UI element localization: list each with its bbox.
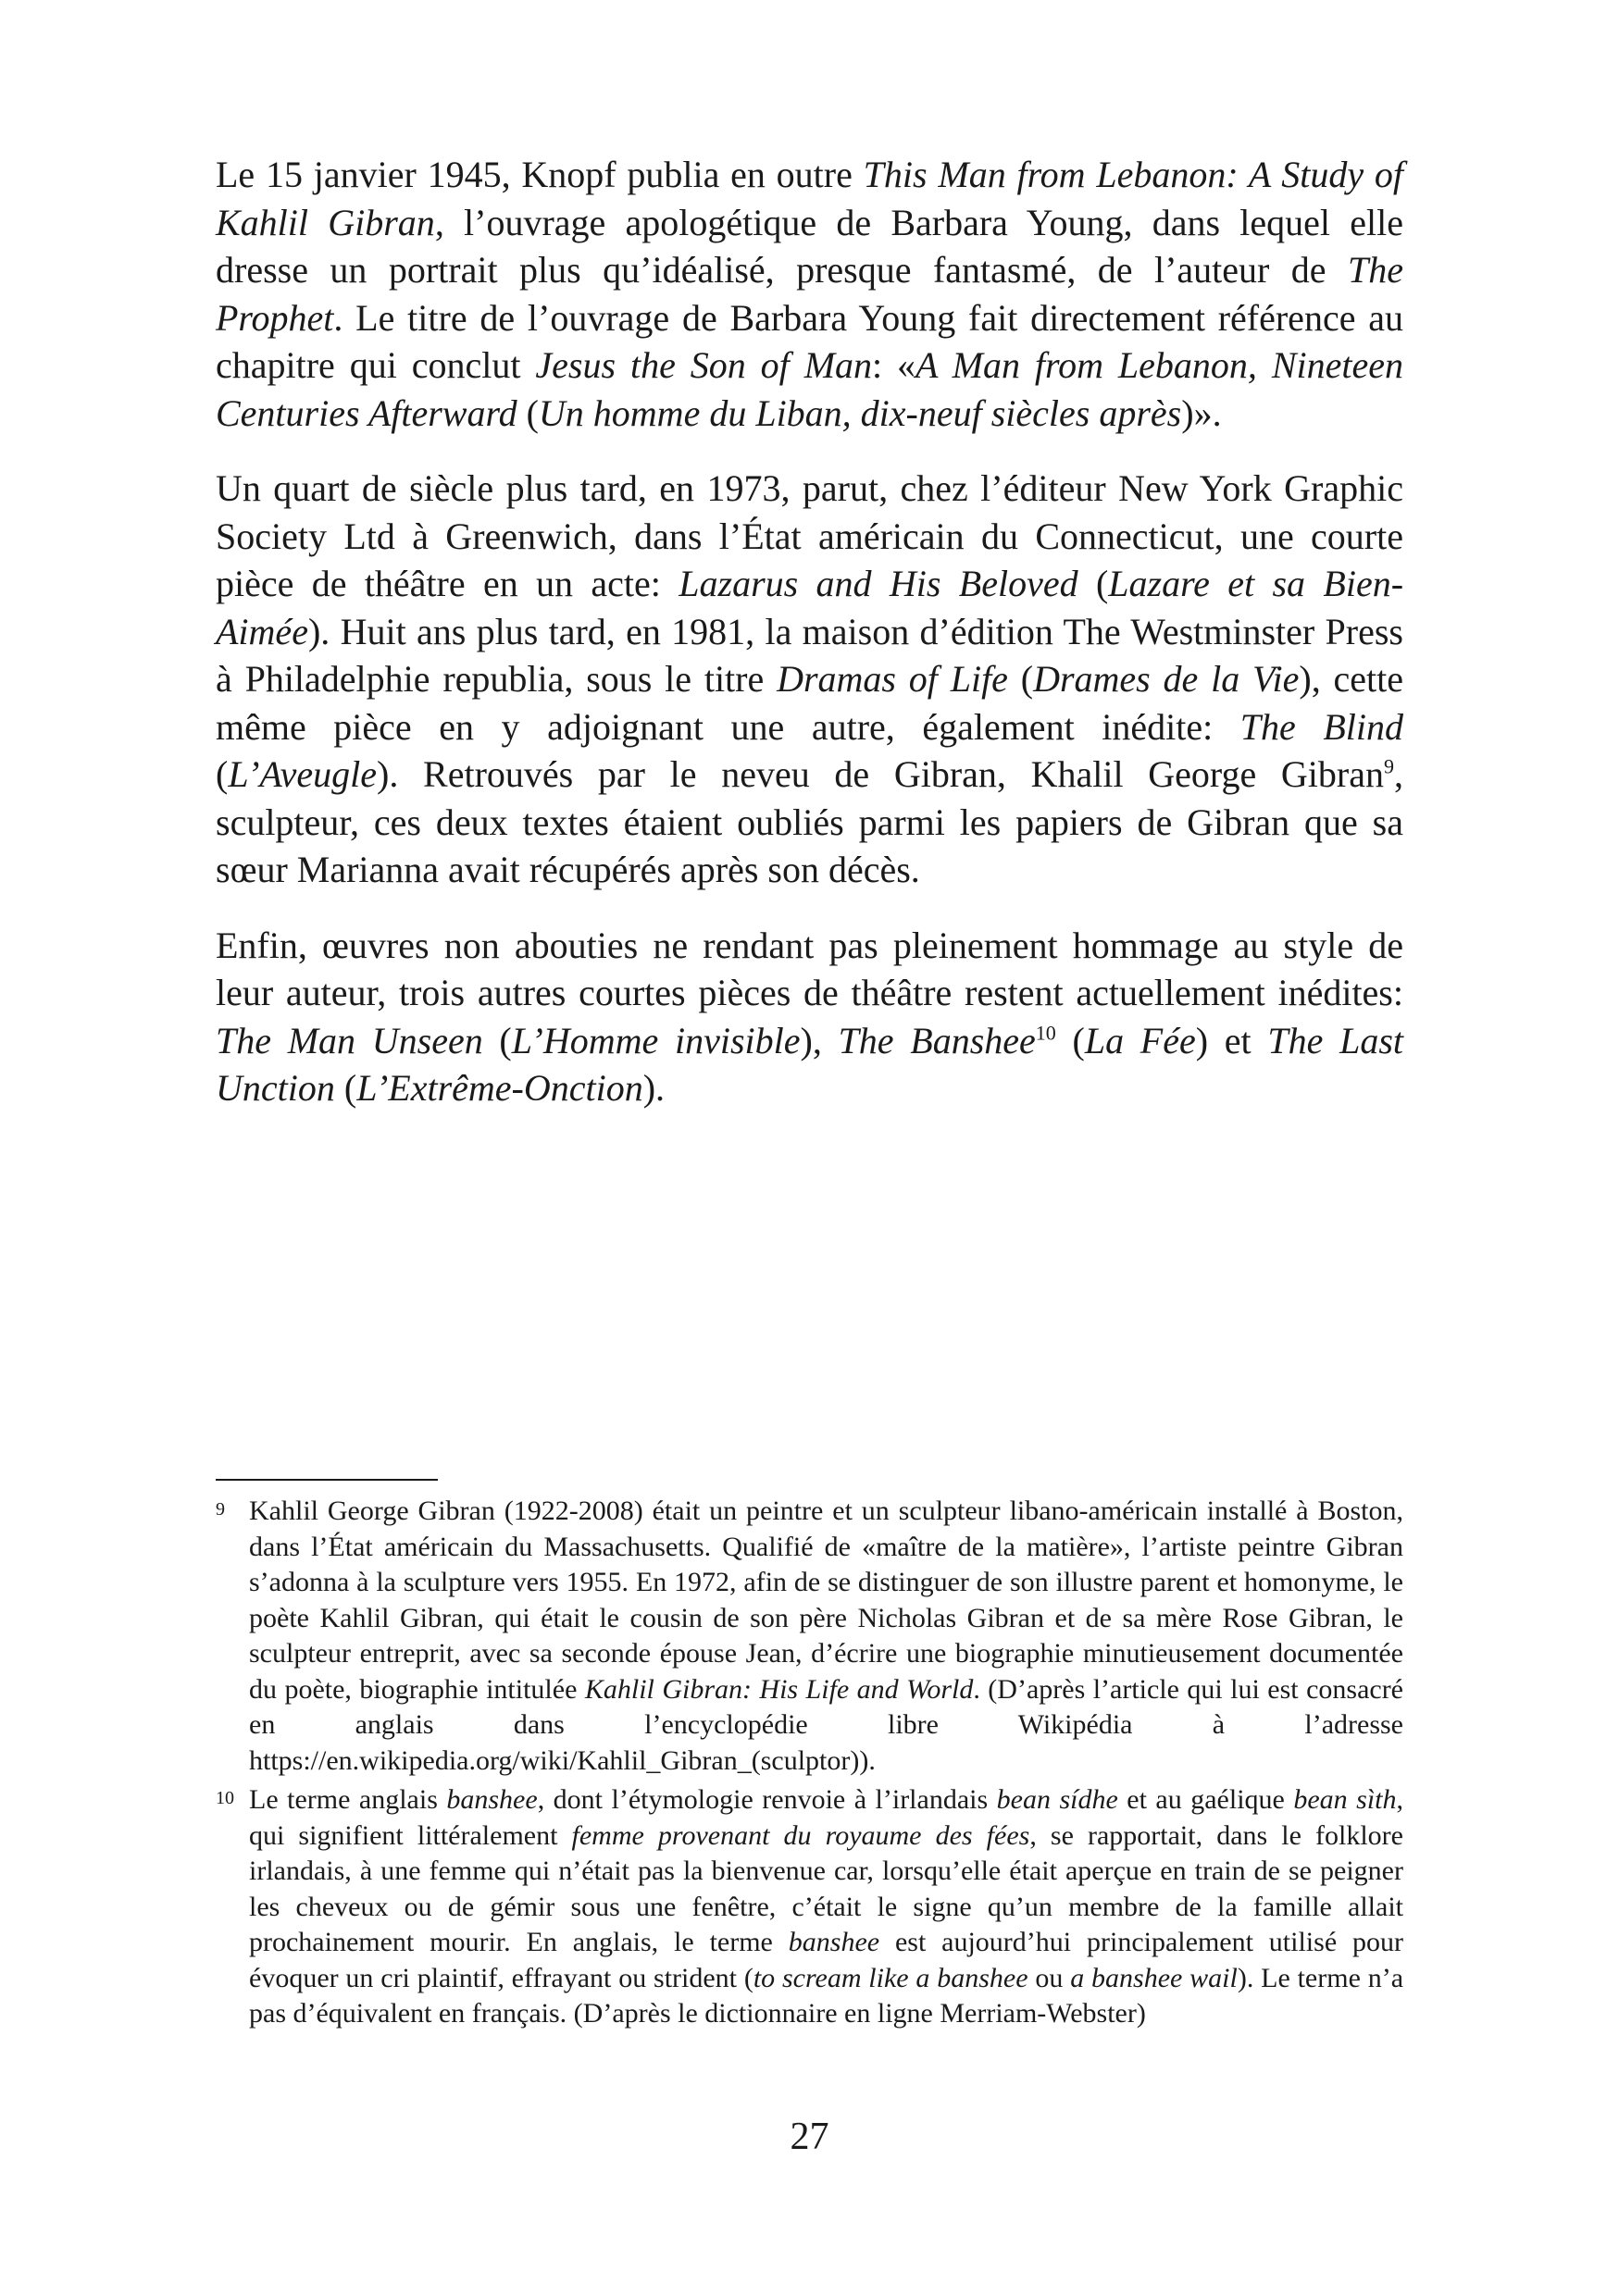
footnote-separator <box>216 1479 438 1481</box>
italic-title: bean sìth <box>1293 1784 1397 1815</box>
italic-title: bean sídhe <box>996 1784 1118 1815</box>
text-run: , se rapportait, dans le folklore irlandais, à une femme qui n’était pas la bienvenue car, lorsqu’elle était aperçue en train de se peigner les cheveux ou de gémir sous une fenêtre, c’était le signe qu’un membre de la famille allait prochainement mourir. En anglais, le terme <box>249 1819 1403 1957</box>
italic-title: a banshee wail <box>1070 1962 1238 1993</box>
text-run: , l’ouvrage apologétique de Barbara Young, dans lequel elle dresse un portrait plus qu’idéalisé, presque fantasmé, de l’auteur de <box>216 201 1403 291</box>
text-run: ). Retrouvés par le neveu de Gibran, Khalil George Gibran <box>377 753 1384 795</box>
text-run: ( <box>334 1067 357 1109</box>
text-run: ), cette même pièce en y adjoignant une autre, également inédite: <box>216 658 1403 748</box>
footnote-9 <box>216 1494 1403 1779</box>
text-run: ( <box>1055 1019 1085 1061</box>
italic-title: The Banshee <box>838 1019 1036 1061</box>
footnote-reference: 9 <box>1384 754 1394 778</box>
paragraph-2 <box>216 465 1403 894</box>
text-run: ( <box>1077 563 1109 604</box>
italic-title: Drames de la Vie <box>1033 658 1300 700</box>
text-run: . Le titre de l’ouvrage de Barbara Young fait directement référence au chapitre qui conclut <box>216 296 1403 386</box>
text-run: ( <box>517 391 539 434</box>
text-run: , qui signifient littéralement <box>249 1784 1403 1851</box>
text-run: ). Le terme n’a pas d’équivalent en français. (D’après le dictionnaire en ligne Merriam-Webster) <box>249 1962 1404 2029</box>
italic-title: The Prophet <box>216 249 1403 339</box>
italic-title: banshee <box>788 1927 880 1957</box>
footnote-number: 9 <box>216 1499 225 1520</box>
text-run: Un quart de siècle plus tard, en 1973, parut, chez l’éditeur New York Graphic Society Ltd à Greenwich, dans l’État américain du Connecticut, une courte pièce de théâtre en un acte: <box>216 467 1403 604</box>
text-run: ), <box>800 1019 839 1061</box>
italic-title: to scream like a banshee <box>753 1962 1028 1993</box>
italic-title: Kahlil Gibran: His Life and World <box>584 1673 974 1705</box>
italic-title: L’Homme invisible <box>511 1019 801 1061</box>
italic-title: Lazare et sa Bien-Aimée <box>216 563 1404 652</box>
text-run: : « <box>872 344 916 386</box>
footnote-reference: 10 <box>1035 1021 1056 1045</box>
main-text <box>216 151 1403 1140</box>
paragraph-3 <box>216 922 1403 1112</box>
text-run: ). <box>642 1067 666 1109</box>
text-run: , dont l’étymologie renvoie à l’irlandais <box>537 1784 997 1815</box>
italic-title: Lazarus and His Beloved <box>679 563 1078 604</box>
italic-title: L’Aveugle <box>228 753 378 795</box>
italic-title: Jesus the Son of Man <box>535 344 873 386</box>
footnotes-section <box>216 1479 1403 2036</box>
text-run: , sculpteur, ces deux textes étaient oubliés parmi les papiers de Gibran que sa sœur Marianna avait récupérés après son décès. <box>216 753 1403 890</box>
italic-title: The Blind <box>1239 705 1403 748</box>
text-run: ) et <box>1195 1019 1268 1061</box>
italic-title: La Fée <box>1084 1019 1196 1061</box>
footnote-number: 10 <box>216 1788 234 1808</box>
text-run: Le terme anglais <box>249 1784 447 1815</box>
text-run: et au gaélique <box>1117 1784 1294 1815</box>
text-run: ( <box>482 1019 512 1061</box>
italic-title: This Man from Lebanon: A Study of Kahlil Gibran <box>216 154 1404 243</box>
text-run: Enfin, œuvres non abouties ne rendant pas pleinement hommage au style de leur auteur, trois autres courtes pièces de théâtre restent actuellement inédites: <box>216 924 1403 1013</box>
text-run: ( <box>216 753 229 795</box>
text-run: ou <box>1027 1962 1071 1993</box>
text-run: est aujourd’hui principalement utilisé pour évoquer un cri plaintif, effrayant ou strident ( <box>249 1927 1403 1993</box>
text-run: Kahlil George Gibran (1922-2008) était un peintre et un sculpteur libano-américain installé à Boston, dans l’État américain du Massachusetts. Qualifié de «maître de la matière», l’artiste peintre Gibran s’adonna à la sculpture vers 1955. En 1972, afin de se distinguer de son illustre parent et homonyme, le poète Kahlil Gibran, qui était le cousin de son père Nicholas Gibran et de sa mère Rose Gibran, le sculpteur entreprit, avec sa seconde épouse Jean, d’écrire une biographie minutieusement documentée du poète, biographie intitulée <box>249 1496 1403 1705</box>
footnote-10 <box>216 1782 1403 2032</box>
italic-title: The Man Unseen <box>216 1019 483 1061</box>
text-run: . (D’après l’article qui lui est consacré en anglais dans l’encyclopédie libre Wikipédia à l’adresse https://en.wikipedia.org/wiki/Kahlil_Gibran_(sculptor)). <box>249 1673 1403 1776</box>
text-run: )». <box>1181 391 1222 434</box>
italic-title: The Last Unction <box>216 1019 1404 1109</box>
italic-title: Un homme du Liban, dix-neuf siècles après <box>538 391 1182 434</box>
italic-title: femme provenant du royaume des fées <box>571 1819 1030 1851</box>
italic-title: banshee <box>446 1784 538 1815</box>
text-run: Le 15 janvier 1945, Knopf publia en outre <box>216 154 864 195</box>
italic-title: L’Extrême-Onction <box>356 1067 643 1109</box>
text-run: ( <box>1007 658 1034 700</box>
page-number: 27 <box>790 2116 829 2158</box>
italic-title: A Man from Lebanon, Nineteen Centuries Afterward <box>216 344 1403 434</box>
italic-title: Dramas of Life <box>777 658 1008 700</box>
paragraph-1 <box>216 151 1403 437</box>
text-run: ). Huit ans plus tard, en 1981, la maison d’édition The Westminster Press à Philadelphie republia, sous le titre <box>216 610 1403 700</box>
